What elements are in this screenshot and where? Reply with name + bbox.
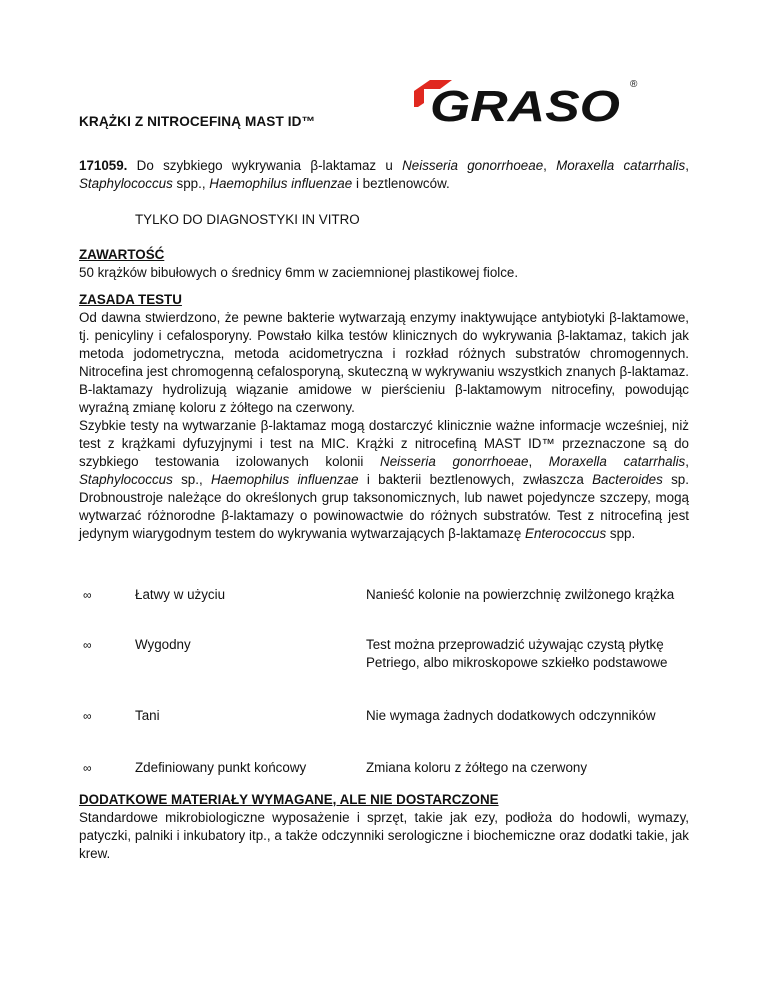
materials-section [79,791,689,863]
contents-heading: ZAWARTOŚĆ [79,247,165,262]
feature-description: Nie wymaga żadnych dodatkowych odczynników [366,708,656,723]
bullet-icon: ∞ [83,709,92,723]
contents-text: 50 krążków bibułowych o średnicy 6mm w zaciemnionej plastikowej fiolce. [79,265,519,280]
materials-heading: DODATKOWE MATERIAŁY WYMAGANE, ALE NIE DOSTARCZONE [79,792,499,807]
bullet-icon: ∞ [83,638,92,652]
graso-logo-graphic [414,77,644,129]
product-code: 171059. [79,158,128,173]
feature-description: Nanieść kolonie na powierzchnię zwilżonego krążka [366,587,675,602]
intro-paragraph: 171059. Do szybkiego wykrywania β-laktamaz u Neisseria gonorrhoeae, Moraxella catarrhalis, Staphylococcus spp., Haemophilus influenzae i beztlenowców. [79,158,689,191]
contents-section [79,246,689,282]
principle-paragraph-2: Szybkie testy na wytwarzanie β-laktamaz mogą dostarczyć klinicznie ważne informacje wcześniej, niż test z krążkami dyfuzyjnymi i test na MIC. Krążki z nitrocefiną MAST ID™ przeznaczone są do szybkiego testowania izolowanych kolonii Neisseria gonorrhoeae, Moraxella catarrhalis, Staphylococcus sp., Haemophilus influenzae i bakterii beztlenowych, zwłaszcza Bacteroides sp. Drobnoustroje należące do określonych grup taksonomicznych, lub nawet pojedyncze szczepy, mogą wytwarzać różnorodne β-laktamazy o powinowactwie do różnych substratów. Test z nitrocefiną jest jedynym wiarygodnym testem do wykrywania wytwarzających β-laktamazę Enterococcus spp. [79,418,689,541]
graso-logo [414,77,644,129]
materials-text: Standardowe mikrobiologiczne wyposażenie i sprzęt, takie jak ezy, podłoża do hodowli, wymazy, patyczki, palniki i inkubatory itp., a także odczynniki serologiczne i biochemiczne oraz dodatki takie, jak krew. [79,810,689,861]
principle-section [79,291,689,543]
feature-label: Zdefiniowany punkt końcowy [135,760,307,775]
bullet-icon: ∞ [83,761,92,775]
document-title: KRĄŻKI Z NITROCEFINĄ MAST ID™ [79,114,316,129]
bullet-icon: ∞ [83,588,92,602]
logo-wordmark: GRASO [430,82,620,129]
feature-label: Tani [135,708,160,723]
principle-heading: ZASADA TESTU [79,292,182,307]
registered-mark: ® [630,79,638,90]
feature-label: Wygodny [135,637,191,652]
feature-label: Łatwy w użyciu [135,587,226,602]
principle-paragraph-1: Od dawna stwierdzono, że pewne bakterie wytwarzają enzymy inaktywujące antybiotyki β-laktamowe, tj. penicyliny i cefalosporyny. Powstało kilka testów klinicznych do wykrywania β-laktamaz, takich jak metoda jodometryczna, metoda acidometryczna i rozkład różnych substratów chromogennych. Nitrocefina jest chromogenną cefalosporyną, skuteczną w wykrywaniu wszystkich znanych β-laktamaz. Β-laktamazy hydrolizują wiązanie amidowe w pierścieniu β-laktamowym nitrocefiny, powodując wyraźną zmianę koloru z żółtego na czerwony. [79,310,689,415]
feature-description: Test można przeprowadzić używając czystą płytkę Petriego, albo mikroskopowe szkiełko podstawowe [366,637,668,670]
feature-description: Zmiana koloru z żółtego na czerwony [366,760,588,775]
ivd-notice: TYLKO DO DIAGNOSTYKI IN VITRO [135,212,360,227]
